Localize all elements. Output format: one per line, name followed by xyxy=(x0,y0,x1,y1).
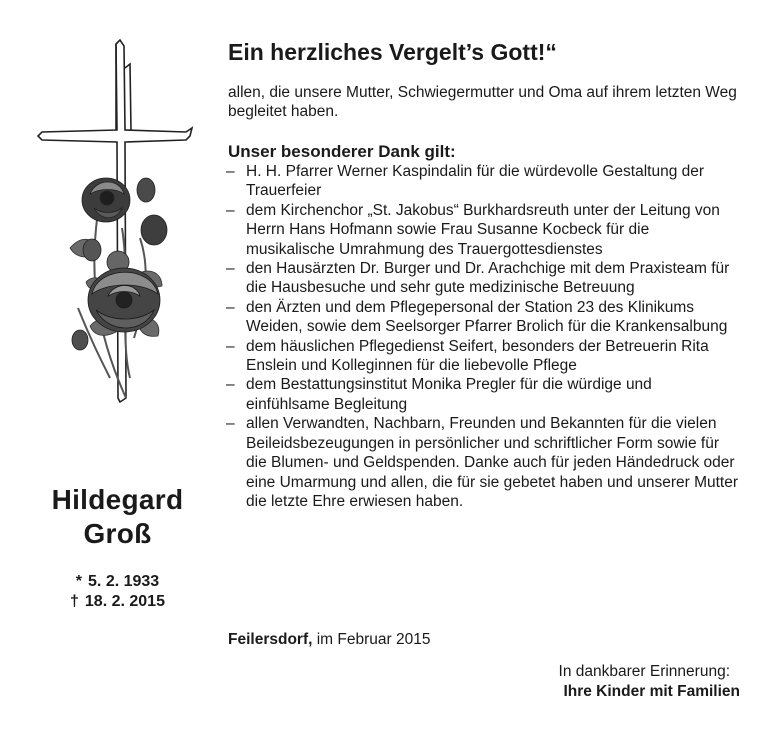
signature: Ihre Kinder mit Familien xyxy=(563,683,740,700)
death-date: 18. 2. 2015 xyxy=(84,593,165,610)
dash-marker: – xyxy=(226,298,235,316)
closing-block xyxy=(559,662,740,702)
list-item-text: dem Kirchenchor „St. Jakobus“ Burkhardsreuth unter der Leitung von Herrn Hans Hofmann sowie Frau Susanne Kocbeck für die musikalische Umrahmung des Trauergottesdienstes xyxy=(246,201,720,258)
list-item xyxy=(226,298,738,337)
dash-marker: – xyxy=(226,415,235,433)
list-item xyxy=(226,201,738,259)
subheading: Unser besonderer Dank gilt: xyxy=(228,142,456,161)
left-column xyxy=(0,0,225,744)
dash-marker: – xyxy=(226,376,235,394)
list-item xyxy=(226,414,738,511)
birth-date: 5. 2. 1933 xyxy=(88,573,160,590)
dash-marker: – xyxy=(226,337,235,355)
last-name: Groß xyxy=(83,518,152,549)
dash-marker: – xyxy=(226,163,235,180)
list-item-text: den Hausärzten Dr. Burger und Dr. Arachchige mit dem Praxisteam für die Hausbesuche und sehr gute medizinische Betreuung xyxy=(246,260,730,297)
dash-marker: – xyxy=(226,201,235,219)
life-dates xyxy=(10,572,225,612)
list-item-text: dem Bestattungsinstitut Monika Pregler für die würdige und einfühlsame Begleitung xyxy=(246,376,652,413)
list-item-text: allen Verwandten, Nachbarn, Freunden und Bekannten für die vielen Beileidsbezeugungen in persönlicher und schriftlicher Form sowie für die Blumen- und Geldspenden. Danke auch für jeden Händedruck oder eine Umarmung und allen, die für sie gebetet haben und unserer Mutter die letzte Ehre erwiesen haben. xyxy=(246,415,738,510)
list-item-text: den Ärzten und dem Pflegepersonal der Station 23 des Klinikums Weiden, sowie dem Seelsorger Pfarrer Brolich für die Krankensalbung xyxy=(246,298,728,336)
list-item-text: H. H. Pfarrer Werner Kaspindalin für die würdevolle Gestaltung der Trauerfeier xyxy=(246,163,705,200)
dash-marker: – xyxy=(226,260,235,278)
list-item xyxy=(226,375,738,414)
birth-line xyxy=(10,572,225,592)
place-date-line xyxy=(228,630,430,650)
cross-with-roses-icon xyxy=(30,38,210,410)
first-name: Hildegard xyxy=(51,484,184,515)
death-symbol: † xyxy=(70,593,79,610)
thanks-list xyxy=(226,162,738,511)
list-item xyxy=(226,162,738,201)
place: Feilersdorf, xyxy=(228,631,313,648)
date: im Februar 2015 xyxy=(316,631,431,648)
intro-text: allen, die unsere Mutter, Schwiegermutter und Oma auf ihrem letzten Weg begleitet haben. xyxy=(228,84,737,121)
list-item xyxy=(226,259,738,298)
closing-line: In dankbarer Erinnerung: xyxy=(558,663,730,680)
birth-symbol: * xyxy=(75,573,83,590)
headline: Ein herzliches Vergelt’s Gott!“ xyxy=(228,39,557,65)
death-line xyxy=(10,592,225,612)
list-item xyxy=(226,337,738,376)
list-item-text: dem häuslichen Pflegedienst Seifert, besonders der Betreuerin Rita Enslein und Kolleginnen für die liebevolle Pflege xyxy=(246,337,709,375)
deceased-name xyxy=(10,483,225,551)
